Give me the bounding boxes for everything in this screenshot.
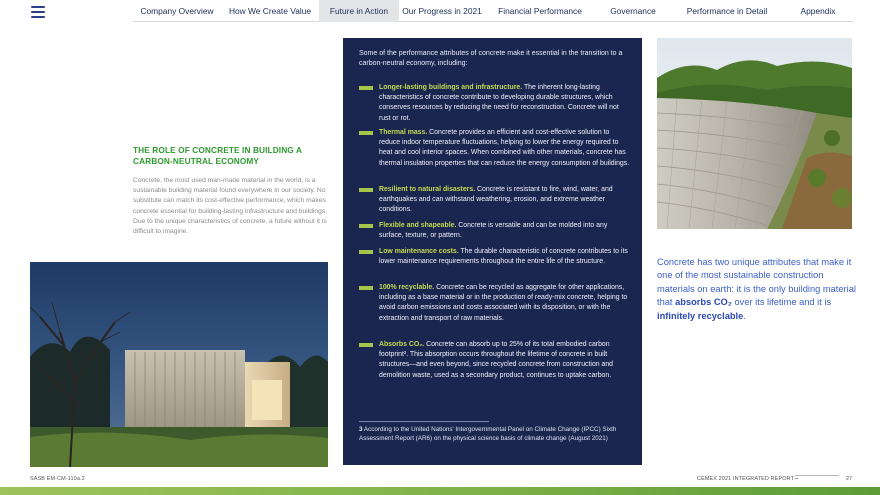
attribute-lead: Thermal mass. [379,129,428,136]
panel-intro: Some of the performance attributes of concrete make it essential in the transition to a carbon-neutral economy, including: [359,50,623,68]
attribute-lead: Flexible and shapeable. [379,222,457,229]
top-navigation [133,0,853,22]
bullet-bar-icon [359,188,373,192]
footer-divider [795,475,839,476]
attribute-lead: Low maintenance costs. [379,248,459,255]
tab-financial-performance[interactable]: Financial Performance [498,6,582,16]
footer-tick [795,478,798,479]
bullet-bar-icon [359,86,373,90]
tab-future-in-action[interactable]: Future in Action [319,0,399,22]
bottom-color-bar [0,487,880,495]
attribute-lead: Longer-lasting buildings and infrastructure. [379,84,523,91]
attribute-text: Concrete is resistant to fire, wind, water, and earthquakes and can withstand weathering, erosion, and extreme weather conditions. [379,186,613,214]
attribute-text: Concrete is versatile and can be molded into any surface, texture, or pattern. [379,222,608,240]
attribute-item [359,221,631,241]
tab-performance-in-detail[interactable]: Performance in Detail [686,6,768,16]
tab-governance[interactable]: Governance [610,6,656,16]
attribute-item [359,283,631,324]
tab-how-we-create-value[interactable]: How We Create Value [228,6,312,16]
attribute-text: The inherent long-lasting characteristics of concrete contribute to developing durable structures, which conserves resources by reducing the need for reconstruction. Concrete will not rust or rot. [379,84,619,122]
footnote-divider [359,421,489,422]
section-heading: THE ROLE OF CONCRETE IN BUILDING A CARBON-NEUTRAL ECONOMY [133,145,302,166]
tab-our-progress-2021[interactable]: Our Progress in 2021 [402,6,482,16]
attribute-item [359,340,631,381]
callout-part3: . [743,310,746,321]
intro-paragraph: Concrete, the most used man-made material in the world, is a sustainable building material found everywhere in our society. No substitute can match its cost-effective performance, which makes concrete essential for building-lasting infrastructure and buildings. Due to the unique characteristics of concrete, a future without it is difficult to imagine. [133,177,328,236]
attribute-item [359,128,631,169]
footnote-number: 3 [359,426,363,433]
bullet-bar-icon [359,224,373,228]
attribute-text: Concrete can absorb up to 25% of its total embodied carbon footprint³. This absorption occurs throughout the lifetime of concrete in built structures—and even beyond, since recycled concrete from construction and demolition waste, used as a secondary product, continues to uptake carbon. [379,341,614,379]
bullet-bar-icon [359,250,373,254]
menu-icon[interactable] [31,6,45,18]
sasb-reference: SASB EM-CM-110a.2 [30,476,85,482]
attribute-lead: Absorbs CO₂. [379,341,425,348]
bullet-bar-icon [359,343,373,347]
footnote [359,425,634,443]
callout-infinitely-recyclable: infinitely recyclable [657,310,744,321]
attribute-lead: 100% recyclable. [379,284,435,291]
attribute-item [359,185,631,216]
attribute-item [359,83,631,124]
building-photo [30,262,328,467]
attributes-panel [343,38,642,465]
page-number: 27 [846,476,853,482]
callout-statement [657,256,857,323]
dam-photo [657,38,852,229]
bullet-bar-icon [359,286,373,290]
report-title: CEMEX 2021 INTEGRATED REPORT [697,476,795,482]
callout-absorbs-co2: absorbs CO₂ [675,297,732,308]
callout-part2: over its lifetime and it is [731,297,832,308]
footnote-text: According to the United Nations' Intergovernmental Panel on Climate Change (IPCC) Sixth Assessment Report (AR6) on the physical science basis of climate change (August 2021) [359,426,617,443]
attribute-lead: Resilient to natural disasters. [379,186,476,193]
attribute-item [359,247,631,267]
tab-appendix[interactable]: Appendix [800,6,836,16]
bullet-bar-icon [359,131,373,135]
attribute-text: Concrete can be recycled as aggregate for other applications, including as a base material or in the production of ready-mix concrete, helping to avoid carbon emissions and costs associated with its disposition, or with the extraction and transport of raw materials. [379,284,628,322]
tab-company-overview[interactable]: Company Overview [140,6,214,16]
attribute-text: Concrete provides an efficient and cost-effective solution to reduce indoor temperature fluctuations, helping to lower the energy required to heat and cool interior spaces. When combined with other materials, concrete has thermal insulation properties that can reduce the energy consumption of buildings. [379,129,630,167]
attribute-text: The durable characteristic of concrete contributes to its lower maintenance requirements throughout the entire life of the structure. [379,248,628,266]
callout-part1: Concrete has two unique attributes that make it one of the most sustainable construction materials on earth: it is the only building material that [657,257,856,308]
